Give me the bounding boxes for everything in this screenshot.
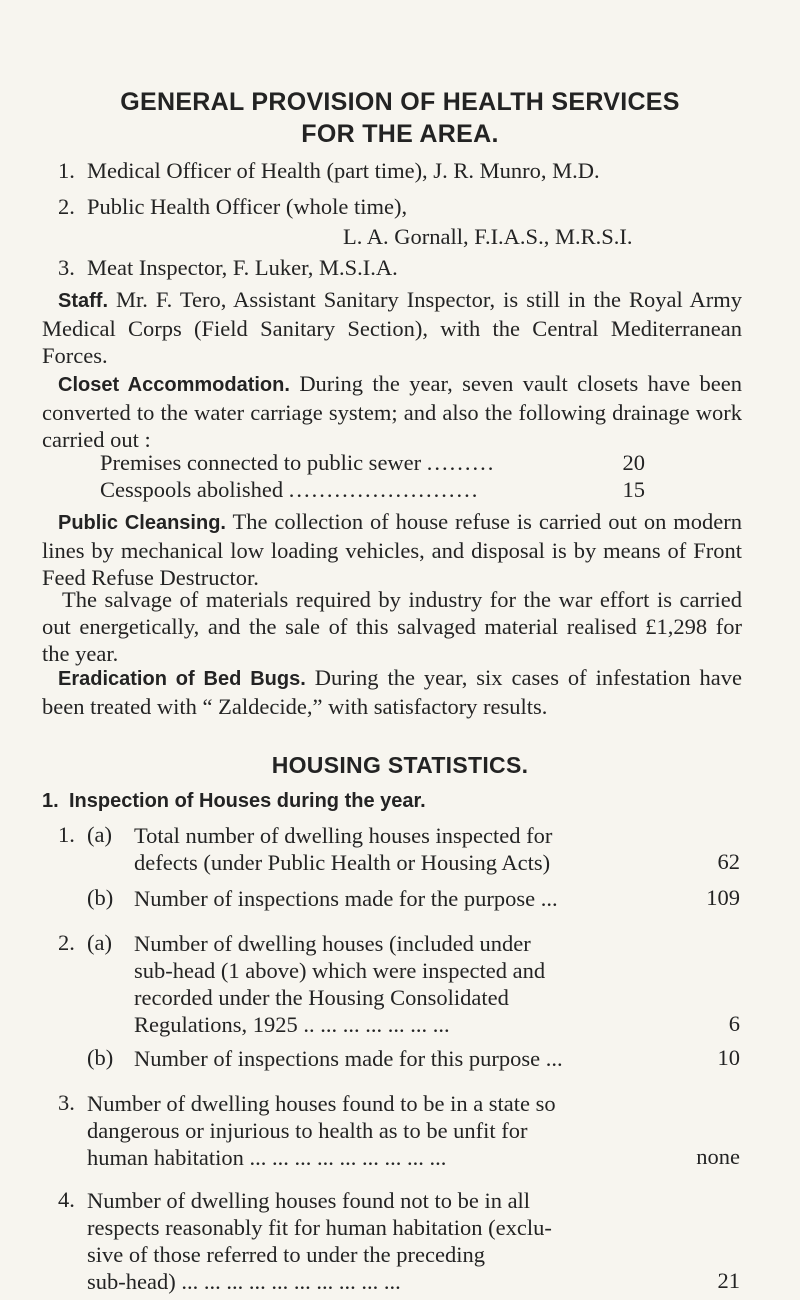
item-2b-sub: (b) [87, 1045, 114, 1070]
item-1a-line-1: Total number of dwelling houses inspected for [134, 823, 553, 848]
officer-2-number: 2. [58, 194, 75, 219]
item-2b-value: 10 [717, 1045, 740, 1070]
officer-2-name: L. A. Gornall, F.I.A.S., M.R.S.I. [343, 224, 633, 249]
item-2a-line-2: sub-head (1 above) which were inspected and [134, 958, 546, 983]
closet-heading: Closet Accommodation. [58, 374, 290, 396]
officer-3-number: 3. [58, 255, 75, 280]
item-2a-sub: (a) [87, 930, 112, 955]
housing-section-title: Inspection of Houses during the year. [69, 790, 426, 812]
closet-item-1-label: Premises connected to public sewer ......... [100, 450, 496, 475]
item-1-number: 1. [58, 822, 75, 847]
item-1a-sub: (a) [87, 822, 112, 847]
item-2a-value: 6 [728, 1011, 740, 1036]
closet-paragraph [42, 370, 742, 453]
item-2a-line-3: recorded under the Housing Consolidated [134, 985, 509, 1010]
closet-item-2-label: Cesspools abolished ......................... [100, 477, 480, 502]
item-1a-value: 62 [717, 849, 740, 874]
item-2a-line-1: Number of dwelling houses (included under [134, 931, 531, 956]
item-1b-sub: (b) [87, 885, 114, 910]
item-3-line-1: Number of dwelling houses found to be in a state so [87, 1091, 556, 1116]
item-1b-value: 109 [706, 885, 740, 910]
staff-heading: Staff. [58, 290, 108, 312]
item-4-line-2: respects reasonably fit for human habitation (exclu- [87, 1215, 552, 1240]
staff-paragraph [42, 286, 742, 369]
cleansing-paragraph [42, 508, 742, 591]
item-2b-line-1: Number of inspections made for this purpose ... [134, 1046, 563, 1071]
bugs-text: During the year, six cases of infestation have been treated with “ Zaldecide,” with satisfactory results. [42, 665, 743, 719]
item-3-value: none [696, 1144, 740, 1169]
bugs-heading: Eradication of Bed Bugs. [58, 668, 306, 690]
item-4-line-4: sub-head) ... ... ... ... ... ... ... ... ... ... [87, 1269, 401, 1294]
closet-text: During the year, seven vault closets have been converted to the water carriage system; and also the following drainage work carried out : [42, 371, 742, 452]
closet-item-1-value: 20 [622, 450, 645, 475]
housing-section-number: 1. [42, 790, 59, 812]
salvage-paragraph: The salvage of materials required by industry for the war effort is carried out energetically, and the sale of this salvaged material realised £1,298 for the year. [42, 587, 742, 666]
officer-3-text: Meat Inspector, F. Luker, M.S.I.A. [87, 255, 398, 280]
item-4-value: 21 [717, 1268, 740, 1293]
closet-item-2-value: 15 [622, 477, 645, 502]
officer-1-number: 1. [58, 158, 75, 183]
officer-2-text: Public Health Officer (whole time), [87, 194, 408, 219]
item-4-line-1: Number of dwelling houses found not to be in all [87, 1188, 531, 1213]
officer-1-text: Medical Officer of Health (part time), J. R. Munro, M.D. [87, 158, 600, 183]
item-1b-line-1: Number of inspections made for the purpose ... [134, 886, 558, 911]
item-3-number: 3. [58, 1090, 75, 1115]
cleansing-text: The collection of house refuse is carried out on modern lines by mechanical low loading vehicles, and disposal is by means of Front Feed Refuse Destructor. [42, 509, 742, 590]
page-title: GENERAL PROVISION OF HEALTH SERVICES [120, 88, 680, 116]
page-subtitle: FOR THE AREA. [301, 120, 499, 148]
item-1a-line-2: defects (under Public Health or Housing Acts) [134, 850, 551, 875]
staff-text: Mr. F. Tero, Assistant Sanitary Inspector, is still in the Royal Army Medical Corps (Field Sanitary Section), with the Central Mediterranean Forces. [42, 287, 743, 368]
cleansing-heading: Public Cleansing. [58, 512, 226, 534]
item-2-number: 2. [58, 930, 75, 955]
item-4-number: 4. [58, 1187, 75, 1212]
item-3-line-2: dangerous or injurious to health as to be unfit for [87, 1118, 528, 1143]
item-2a-line-4: Regulations, 1925 .. ... ... ... ... ... ... [134, 1012, 450, 1037]
item-4-line-3: sive of those referred to under the preceding [87, 1242, 485, 1267]
housing-title: HOUSING STATISTICS. [271, 752, 529, 778]
item-3-line-3: human habitation ... ... ... ... ... ... ... ... ... [87, 1145, 447, 1170]
bugs-paragraph [42, 664, 742, 720]
